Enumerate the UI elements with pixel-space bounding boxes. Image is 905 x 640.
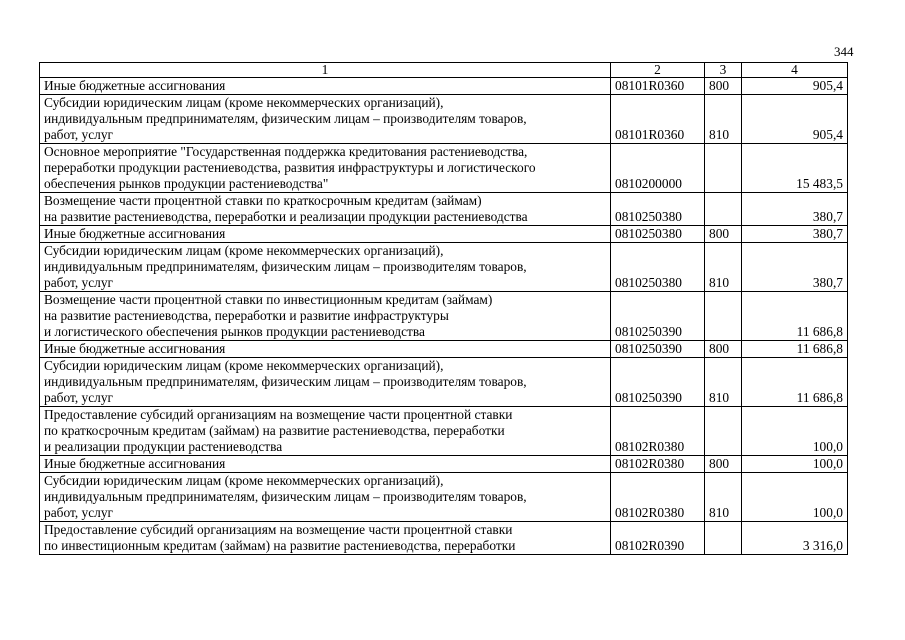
row-code: 08102R0390 xyxy=(611,522,705,555)
row-code: 0810250380 xyxy=(611,193,705,226)
table-row xyxy=(40,341,848,358)
row-name: Предоставление субсидий организациям на возмещение части процентной ставки по краткосрочным кредитам (займам) на развитие растениеводства, переработки и реализации продукции растениеводства xyxy=(40,407,611,456)
row-type xyxy=(705,193,742,226)
row-name: Предоставление субсидий организациям на возмещение части процентной ставки по инвестиционным кредитам (займам) на развитие растениеводства, переработки xyxy=(40,522,611,555)
row-type: 810 xyxy=(705,95,742,144)
row-name: Иные бюджетные ассигнования xyxy=(40,341,611,358)
table-row xyxy=(40,522,848,555)
row-name: Субсидии юридическим лицам (кроме некоммерческих организаций), индивидуальным предпринимателям, физическим лицам – производителям товаров, работ, услуг xyxy=(40,95,611,144)
row-name: Субсидии юридическим лицам (кроме некоммерческих организаций), индивидуальным предпринимателям, физическим лицам – производителям товаров, работ, услуг xyxy=(40,358,611,407)
row-code: 08102R0380 xyxy=(611,407,705,456)
row-amount: 905,4 xyxy=(742,95,848,144)
table-row xyxy=(40,226,848,243)
table-row xyxy=(40,144,848,193)
row-code: 0810250390 xyxy=(611,358,705,407)
row-type xyxy=(705,407,742,456)
budget-table xyxy=(39,62,848,555)
row-type: 800 xyxy=(705,341,742,358)
table-row xyxy=(40,456,848,473)
column-header-amount: 4 xyxy=(742,63,848,78)
row-type xyxy=(705,292,742,341)
header-row xyxy=(40,63,848,78)
row-amount: 3 316,0 xyxy=(742,522,848,555)
column-header-type: 3 xyxy=(705,63,742,78)
table-row xyxy=(40,292,848,341)
table-row xyxy=(40,358,848,407)
row-code: 08101R0360 xyxy=(611,95,705,144)
row-code: 0810250380 xyxy=(611,243,705,292)
row-amount: 100,0 xyxy=(742,473,848,522)
row-amount: 15 483,5 xyxy=(742,144,848,193)
column-header-name: 1 xyxy=(40,63,611,78)
table-body xyxy=(40,78,848,555)
row-name: Основное мероприятие "Государственная поддержка кредитования растениеводства, переработки продукции растениеводства, развития инфраструктуры и логистического обеспечения рынков продукции растениеводства" xyxy=(40,144,611,193)
row-type xyxy=(705,144,742,193)
row-amount: 905,4 xyxy=(742,78,848,95)
row-name: Возмещение части процентной ставки по инвестиционным кредитам (займам) на развитие растениеводства, переработки и развитие инфраструктуры и логистического обеспечения рынков продукции растениеводства xyxy=(40,292,611,341)
row-code: 0810250390 xyxy=(611,292,705,341)
table-row xyxy=(40,407,848,456)
row-amount: 100,0 xyxy=(742,456,848,473)
table-row xyxy=(40,473,848,522)
table-row xyxy=(40,78,848,95)
row-type: 800 xyxy=(705,78,742,95)
row-code: 08102R0380 xyxy=(611,473,705,522)
column-header-code: 2 xyxy=(611,63,705,78)
row-amount: 11 686,8 xyxy=(742,358,848,407)
row-type: 800 xyxy=(705,456,742,473)
row-type: 800 xyxy=(705,226,742,243)
row-type: 810 xyxy=(705,243,742,292)
row-amount: 380,7 xyxy=(742,243,848,292)
row-code: 0810250390 xyxy=(611,341,705,358)
row-name: Иные бюджетные ассигнования xyxy=(40,226,611,243)
row-name: Иные бюджетные ассигнования xyxy=(40,456,611,473)
row-name: Иные бюджетные ассигнования xyxy=(40,78,611,95)
row-code: 08101R0360 xyxy=(611,78,705,95)
table-row xyxy=(40,243,848,292)
row-type xyxy=(705,522,742,555)
row-amount: 11 686,8 xyxy=(742,341,848,358)
row-code: 0810200000 xyxy=(611,144,705,193)
row-type: 810 xyxy=(705,358,742,407)
row-type: 810 xyxy=(705,473,742,522)
page-number: 344 xyxy=(834,44,854,59)
row-amount: 11 686,8 xyxy=(742,292,848,341)
table-row xyxy=(40,95,848,144)
row-code: 0810250380 xyxy=(611,226,705,243)
row-amount: 380,7 xyxy=(742,226,848,243)
row-amount: 380,7 xyxy=(742,193,848,226)
row-name: Возмещение части процентной ставки по краткосрочным кредитам (займам) на развитие растениеводства, переработки и реализации продукции растениеводства xyxy=(40,193,611,226)
row-code: 08102R0380 xyxy=(611,456,705,473)
table-row xyxy=(40,193,848,226)
row-name: Субсидии юридическим лицам (кроме некоммерческих организаций), индивидуальным предпринимателям, физическим лицам – производителям товаров, работ, услуг xyxy=(40,473,611,522)
row-amount: 100,0 xyxy=(742,407,848,456)
row-name: Субсидии юридическим лицам (кроме некоммерческих организаций), индивидуальным предпринимателям, физическим лицам – производителям товаров, работ, услуг xyxy=(40,243,611,292)
